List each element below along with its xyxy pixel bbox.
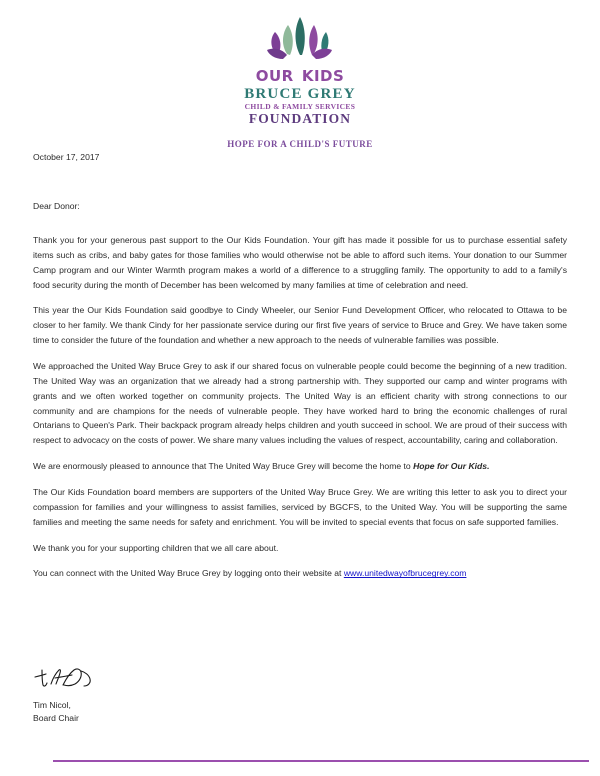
- leaf-cluster-icon: [263, 14, 337, 62]
- paragraph-thanks-closing: We thank you for your supporting children that we all care about.: [33, 542, 279, 553]
- paragraph-announcement: [33, 459, 567, 474]
- paragraph-contact: [33, 566, 567, 581]
- footer-divider: [53, 760, 589, 762]
- paragraph-board-support: The Our Kids Foundation board members are supporters of the United Way Bruce Grey. We are writing this letter to ask you to direct your compassion for families and your willingness to assist families, serviced by BGCFS, to the United Way. You will be supporting the same families and meeting the same needs for safety and enrichment. You will be invited to special events that focus on safe supported families.: [33, 487, 567, 527]
- announcement-emphasis: Hope for Our Kids.: [413, 461, 490, 472]
- wordmark-child-family-services: CHILD & FAMILY SERVICES: [244, 102, 356, 111]
- wordmark-bruce-grey: BRUCE GREY: [244, 86, 356, 102]
- contact-prefix: You can connect with the United Way Bruce Grey by logging onto their website at: [33, 568, 344, 579]
- signer-title: Board Chair: [33, 713, 79, 724]
- paragraph-thank-you: Thank you for your generous past support to the Our Kids Foundation. Your gift has made it possible for us to purchase essential safety items such as cribs, and baby gates for those families who would otherwise not be able to afford such items. Your donation to our Summer Camp program and our Winter Warmth program makes a world of a difference to a struggling family. The opportunity to add to a family's food security during the month of December has been welcomed by many families at time of celebration and need.: [33, 235, 567, 290]
- letter-salutation: Dear Donor:: [33, 201, 80, 211]
- letter-content: [33, 152, 567, 592]
- letter-date: October 17, 2017: [33, 152, 100, 162]
- wordmark-our-kids: our kids: [255, 62, 345, 87]
- logo-wordmark: [244, 64, 356, 125]
- letterhead: [0, 0, 600, 149]
- handwritten-signature-icon: [33, 666, 97, 690]
- signature-block: [33, 666, 97, 726]
- announcement-prefix: We are enormously pleased to announce that The United Way Bruce Grey will become the home to: [33, 461, 414, 472]
- paragraph-staff-departure: This year the Our Kids Foundation said goodbye to Cindy Wheeler, our Senior Fund Development Officer, who relocated to Ottawa to be closer to her family. We thank Cindy for her passionate service during our first five years of service to Bruce and Grey. We have taken some time to consider the future of the foundation and whether a new approach to the needs of vulnerable families was possible.: [33, 305, 567, 346]
- united-way-website-link[interactable]: www.unitedwayofbrucegrey.com: [343, 568, 467, 579]
- tagline: HOPE FOR A CHILD'S FUTURE: [227, 139, 373, 149]
- wordmark-foundation: FOUNDATION: [248, 110, 352, 126]
- signer-name: Tim Nicol,: [33, 700, 71, 710]
- paragraph-united-way-partnership: We approached the United Way Bruce Grey to ask if our shared focus on vulnerable people could become the beginning of a new tradition. The United Way was an organization that we already had a strong partnership with. They supported our camp and winter programs with grants and we often worked together on community projects. The United Way is an efficient charity with strong connections to our community and are champions for the needs of vulnerable people. They have worked hard to bring the economic challenges of rural Ontarians to Queen's Park. Their backpack program already helps children and youth succeed in school. We are proud of their success with respect to advocacy on the costs of power. We share many values including the values of respect, accountability, caring and collaboration.: [33, 361, 567, 446]
